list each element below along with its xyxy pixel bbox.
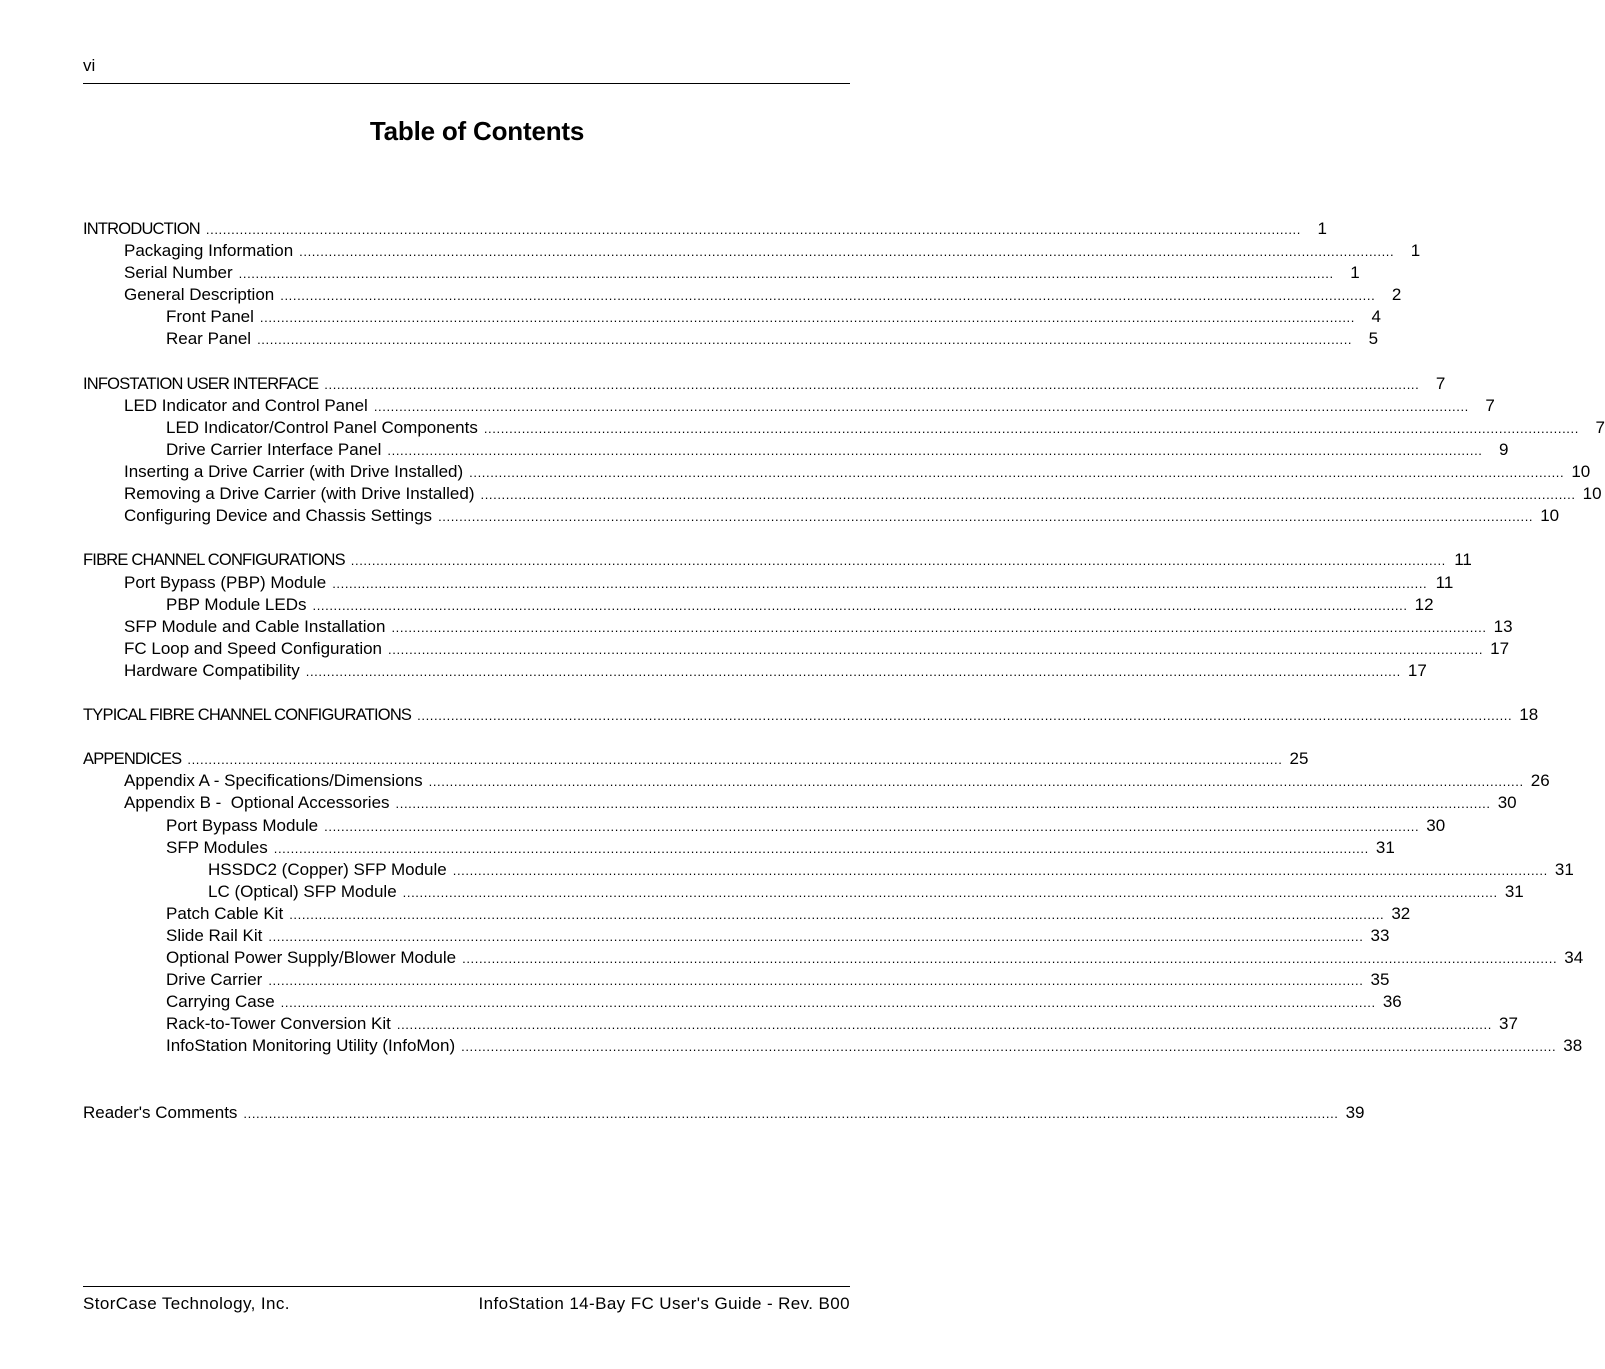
toc-entry-label: Optional Power Supply/Blower Module — [166, 948, 457, 968]
toc-entry-page: 1 — [1317, 219, 1327, 238]
toc-entry[interactable] — [83, 792, 1517, 814]
footer-guide-title: InfoStation 14-Bay FC User's Guide - Rev. B00 — [478, 1294, 850, 1313]
toc-dot-leader: .................................................................................................................................................................................................................................................................... — [388, 641, 1484, 657]
toc-entry-label: HSSDC2 (Copper) SFP Module — [208, 859, 447, 879]
toc-spacer — [83, 527, 829, 549]
table-of-contents — [83, 218, 1605, 1124]
toc-entry-page: 18 — [1519, 705, 1539, 725]
toc-entry-page: 7 — [1485, 395, 1495, 415]
toc-dot-leader: .................................................................................................................................................................................................................................................................... — [469, 465, 1565, 481]
toc-entry-label: FC Loop and Speed Configuration — [124, 638, 383, 658]
toc-entry-label: Hardware Compatibility — [124, 660, 300, 680]
toc-entry-page: 31 — [1504, 881, 1524, 901]
page-number: vi — [83, 56, 96, 75]
toc-entry-label: Carrying Case — [166, 992, 275, 1012]
toc-entry[interactable] — [83, 461, 1591, 483]
toc-entry[interactable] — [83, 638, 1510, 660]
toc-entry-label: APPENDICES — [83, 750, 182, 769]
page-title: Table of Contents — [369, 116, 585, 146]
toc-entry[interactable] — [83, 262, 1360, 284]
toc-dot-leader: .................................................................................................................................................................................................................................................................... — [438, 509, 1534, 525]
toc-entry-label: Port Bypass Module — [166, 815, 319, 835]
toc-entry[interactable] — [83, 284, 1402, 306]
toc-dot-leader: .................................................................................................................................................................................................................................................................... — [299, 244, 1395, 260]
toc-entry-label: TYPICAL FIBRE CHANNEL CONFIGURATIONS — [83, 706, 412, 725]
toc-entry-page: 1 — [1350, 263, 1360, 283]
toc-dot-leader: .................................................................................................................................................................................................................................................................... — [305, 663, 1401, 679]
toc-entry-label: LED Indicator and Control Panel — [124, 395, 368, 415]
toc-entry-label: Port Bypass (PBP) Module — [124, 572, 327, 592]
toc-entry[interactable] — [83, 1102, 1365, 1124]
toc-entry-page: 10 — [1571, 462, 1591, 482]
toc-entry[interactable] — [83, 660, 1427, 682]
toc-entry[interactable] — [83, 925, 1390, 947]
toc-dot-leader: .................................................................................................................................................................................................................................................................... — [391, 619, 1487, 635]
toc-dot-leader: .................................................................................................................................................................................................................................................................... — [395, 796, 1491, 812]
toc-entry-page: 7 — [1595, 417, 1605, 437]
toc-dot-leader: .................................................................................................................................................................................................................................................................... — [280, 288, 1376, 304]
toc-entry-page: 31 — [1375, 837, 1395, 857]
toc-entry-label: Slide Rail Kit — [166, 926, 263, 945]
toc-entry-page: 13 — [1493, 616, 1513, 636]
toc-dot-leader: .................................................................................................................................................................................................................................................................... — [461, 1039, 1557, 1055]
toc-entry-label: INFOSTATION USER INTERFACE — [83, 374, 319, 393]
toc-entry-page: 5 — [1368, 329, 1379, 349]
toc-entry[interactable] — [83, 373, 1446, 395]
toc-entry-page: 17 — [1407, 660, 1427, 680]
toc-dot-leader: .................................................................................................................................................................................................................................................................... — [417, 708, 1513, 724]
toc-entry-label: Serial Number — [124, 263, 233, 283]
toc-dot-leader: .................................................................................................................................................................................................................................................................... — [350, 553, 1446, 569]
toc-dot-leader: .................................................................................................................................................................................................................................................................... — [259, 310, 1355, 326]
toc-dot-leader: .................................................................................................................................................................................................................................................................... — [452, 862, 1548, 878]
toc-entry[interactable] — [83, 947, 1584, 969]
toc-dot-leader: .................................................................................................................................................................................................................................................................... — [387, 442, 1483, 458]
toc-dot-leader: .................................................................................................................................................................................................................................................................... — [428, 774, 1524, 790]
toc-entry[interactable] — [83, 572, 1454, 594]
toc-entry-label: Removing a Drive Carrier (with Drive Installed) — [124, 484, 475, 504]
toc-dot-leader: .................................................................................................................................................................................................................................................................... — [289, 906, 1385, 922]
toc-entry-page: 9 — [1499, 439, 1509, 459]
toc-dot-leader: .................................................................................................................................................................................................................................................................... — [205, 222, 1301, 237]
toc-entry[interactable] — [83, 395, 1495, 417]
toc-spacer — [83, 726, 829, 748]
toc-entry[interactable] — [83, 240, 1421, 262]
toc-entry[interactable] — [83, 991, 1402, 1013]
toc-entry-page: 11 — [1454, 550, 1472, 570]
toc-entry-page: 1 — [1410, 241, 1421, 261]
toc-entry[interactable] — [83, 417, 1605, 439]
toc-entry[interactable] — [83, 306, 1381, 328]
toc-entry-label: LC (Optical) SFP Module — [208, 881, 397, 901]
toc-entry[interactable] — [83, 748, 1309, 770]
toc-dot-leader: .................................................................................................................................................................................................................................................................... — [324, 376, 1420, 392]
toc-entry[interactable] — [83, 969, 1390, 991]
toc-entry-page: 12 — [1414, 594, 1434, 614]
toc-entry-label: Drive Carrier Interface Panel — [166, 439, 382, 459]
toc-entry-page: 39 — [1345, 1103, 1365, 1123]
toc-entry[interactable] — [83, 483, 1602, 505]
toc-entry-label: Drive Carrier — [166, 970, 263, 990]
toc-spacer — [83, 1058, 829, 1103]
toc-entry-label: LED Indicator/Control Panel Components — [166, 417, 478, 437]
toc-entry-label: Appendix A - Specifications/Dimensions — [124, 771, 423, 791]
toc-entry-page: 34 — [1564, 948, 1584, 968]
toc-dot-leader: .................................................................................................................................................................................................................................................................... — [268, 973, 1364, 989]
toc-dot-leader: .................................................................................................................................................................................................................................................................... — [402, 884, 1498, 900]
toc-entry-page: 10 — [1582, 484, 1602, 504]
toc-dot-leader: .................................................................................................................................................................................................................................................................... — [373, 398, 1469, 414]
toc-entry-label: Appendix B - Optional Accessories — [124, 793, 390, 813]
toc-spacer — [83, 682, 829, 704]
toc-entry-label: PBP Module LEDs — [166, 594, 307, 614]
toc-entry-page: 31 — [1554, 859, 1574, 879]
toc-dot-leader: .................................................................................................................................................................................................................................................................... — [332, 575, 1428, 591]
toc-entry-label: FIBRE CHANNEL CONFIGURATIONS — [83, 551, 345, 570]
toc-dot-leader: .................................................................................................................................................................................................................................................................... — [396, 1017, 1492, 1033]
toc-entry-page: 26 — [1530, 771, 1550, 791]
toc-entry-label: Rear Panel — [166, 329, 252, 349]
footer-company: StorCase Technology, Inc. — [83, 1294, 290, 1313]
toc-dot-leader: .................................................................................................................................................................................................................................................................... — [268, 929, 1364, 944]
toc-spacer — [83, 351, 829, 373]
toc-entry[interactable] — [83, 903, 1411, 925]
toc-dot-leader: .................................................................................................................................................................................................................................................................... — [257, 332, 1353, 348]
toc-dot-leader: .................................................................................................................................................................................................................................................................... — [238, 266, 1334, 282]
toc-dot-leader: .................................................................................................................................................................................................................................................................... — [312, 597, 1408, 613]
toc-entry-page: 37 — [1499, 1014, 1518, 1034]
toc-entry-label: Configuring Device and Chassis Settings — [124, 506, 433, 526]
toc-entry-label: Patch Cable Kit — [166, 903, 284, 923]
toc-entry[interactable] — [83, 218, 1327, 240]
toc-entry-page: 2 — [1391, 285, 1402, 305]
toc-entry[interactable] — [83, 770, 1550, 792]
toc-dot-leader: .................................................................................................................................................................................................................................................................... — [273, 840, 1369, 856]
toc-entry-page: 38 — [1563, 1036, 1583, 1056]
toc-entry[interactable] — [83, 594, 1434, 616]
toc-entry-page: 4 — [1371, 307, 1381, 327]
toc-entry-label: InfoStation Monitoring Utility (InfoMon) — [166, 1036, 456, 1056]
toc-entry[interactable] — [83, 859, 1574, 881]
toc-entry[interactable] — [83, 549, 1472, 571]
toc-entry-page: 36 — [1382, 992, 1402, 1012]
footer-rule — [83, 1286, 850, 1287]
toc-entry[interactable] — [83, 1035, 1583, 1057]
toc-dot-leader: .................................................................................................................................................................................................................................................................... — [280, 995, 1376, 1011]
toc-entry-label: INTRODUCTION — [83, 220, 200, 238]
toc-entry[interactable] — [83, 616, 1513, 638]
toc-entry[interactable] — [83, 1013, 1518, 1035]
toc-dot-leader: .................................................................................................................................................................................................................................................................... — [187, 752, 1283, 768]
toc-dot-leader: .................................................................................................................................................................................................................................................................... — [243, 1106, 1339, 1122]
toc-entry-label: Front Panel — [166, 307, 254, 327]
toc-dot-leader: .................................................................................................................................................................................................................................................................... — [483, 420, 1579, 436]
toc-entry-label: Reader's Comments — [83, 1103, 238, 1123]
toc-dot-leader: .................................................................................................................................................................................................................................................................... — [480, 487, 1576, 503]
toc-entry-page: 32 — [1391, 903, 1411, 923]
toc-entry-label: Packaging Information — [124, 241, 294, 261]
toc-entry-label: General Description — [124, 285, 275, 305]
toc-entry-label: SFP Module and Cable Installation — [124, 616, 386, 636]
toc-entry-page: 7 — [1435, 373, 1446, 393]
toc-entry-page: 30 — [1497, 793, 1517, 813]
toc-dot-leader: .................................................................................................................................................................................................................................................................... — [462, 951, 1558, 967]
header-rule — [83, 83, 850, 84]
toc-entry-label: SFP Modules — [166, 837, 268, 857]
toc-entry-page: 35 — [1370, 970, 1390, 990]
toc-entry[interactable] — [83, 328, 1379, 350]
toc-entry-page: 30 — [1426, 815, 1446, 835]
toc-entry-page: 10 — [1540, 506, 1560, 526]
toc-dot-leader: .................................................................................................................................................................................................................................................................... — [324, 818, 1420, 834]
toc-entry[interactable] — [83, 815, 1446, 837]
toc-entry[interactable] — [83, 837, 1395, 859]
toc-entry-label: Inserting a Drive Carrier (with Drive Installed) — [124, 462, 464, 482]
toc-entry-page: 11 — [1435, 572, 1454, 592]
toc-entry-label: Rack-to-Tower Conversion Kit — [166, 1014, 391, 1034]
toc-entry[interactable] — [83, 704, 1539, 726]
toc-entry[interactable] — [83, 881, 1524, 903]
toc-entry-page: 33 — [1370, 926, 1390, 945]
toc-entry[interactable] — [83, 505, 1560, 527]
toc-entry[interactable] — [83, 439, 1509, 461]
toc-entry-page: 25 — [1289, 749, 1309, 769]
toc-entry-page: 17 — [1490, 638, 1510, 658]
